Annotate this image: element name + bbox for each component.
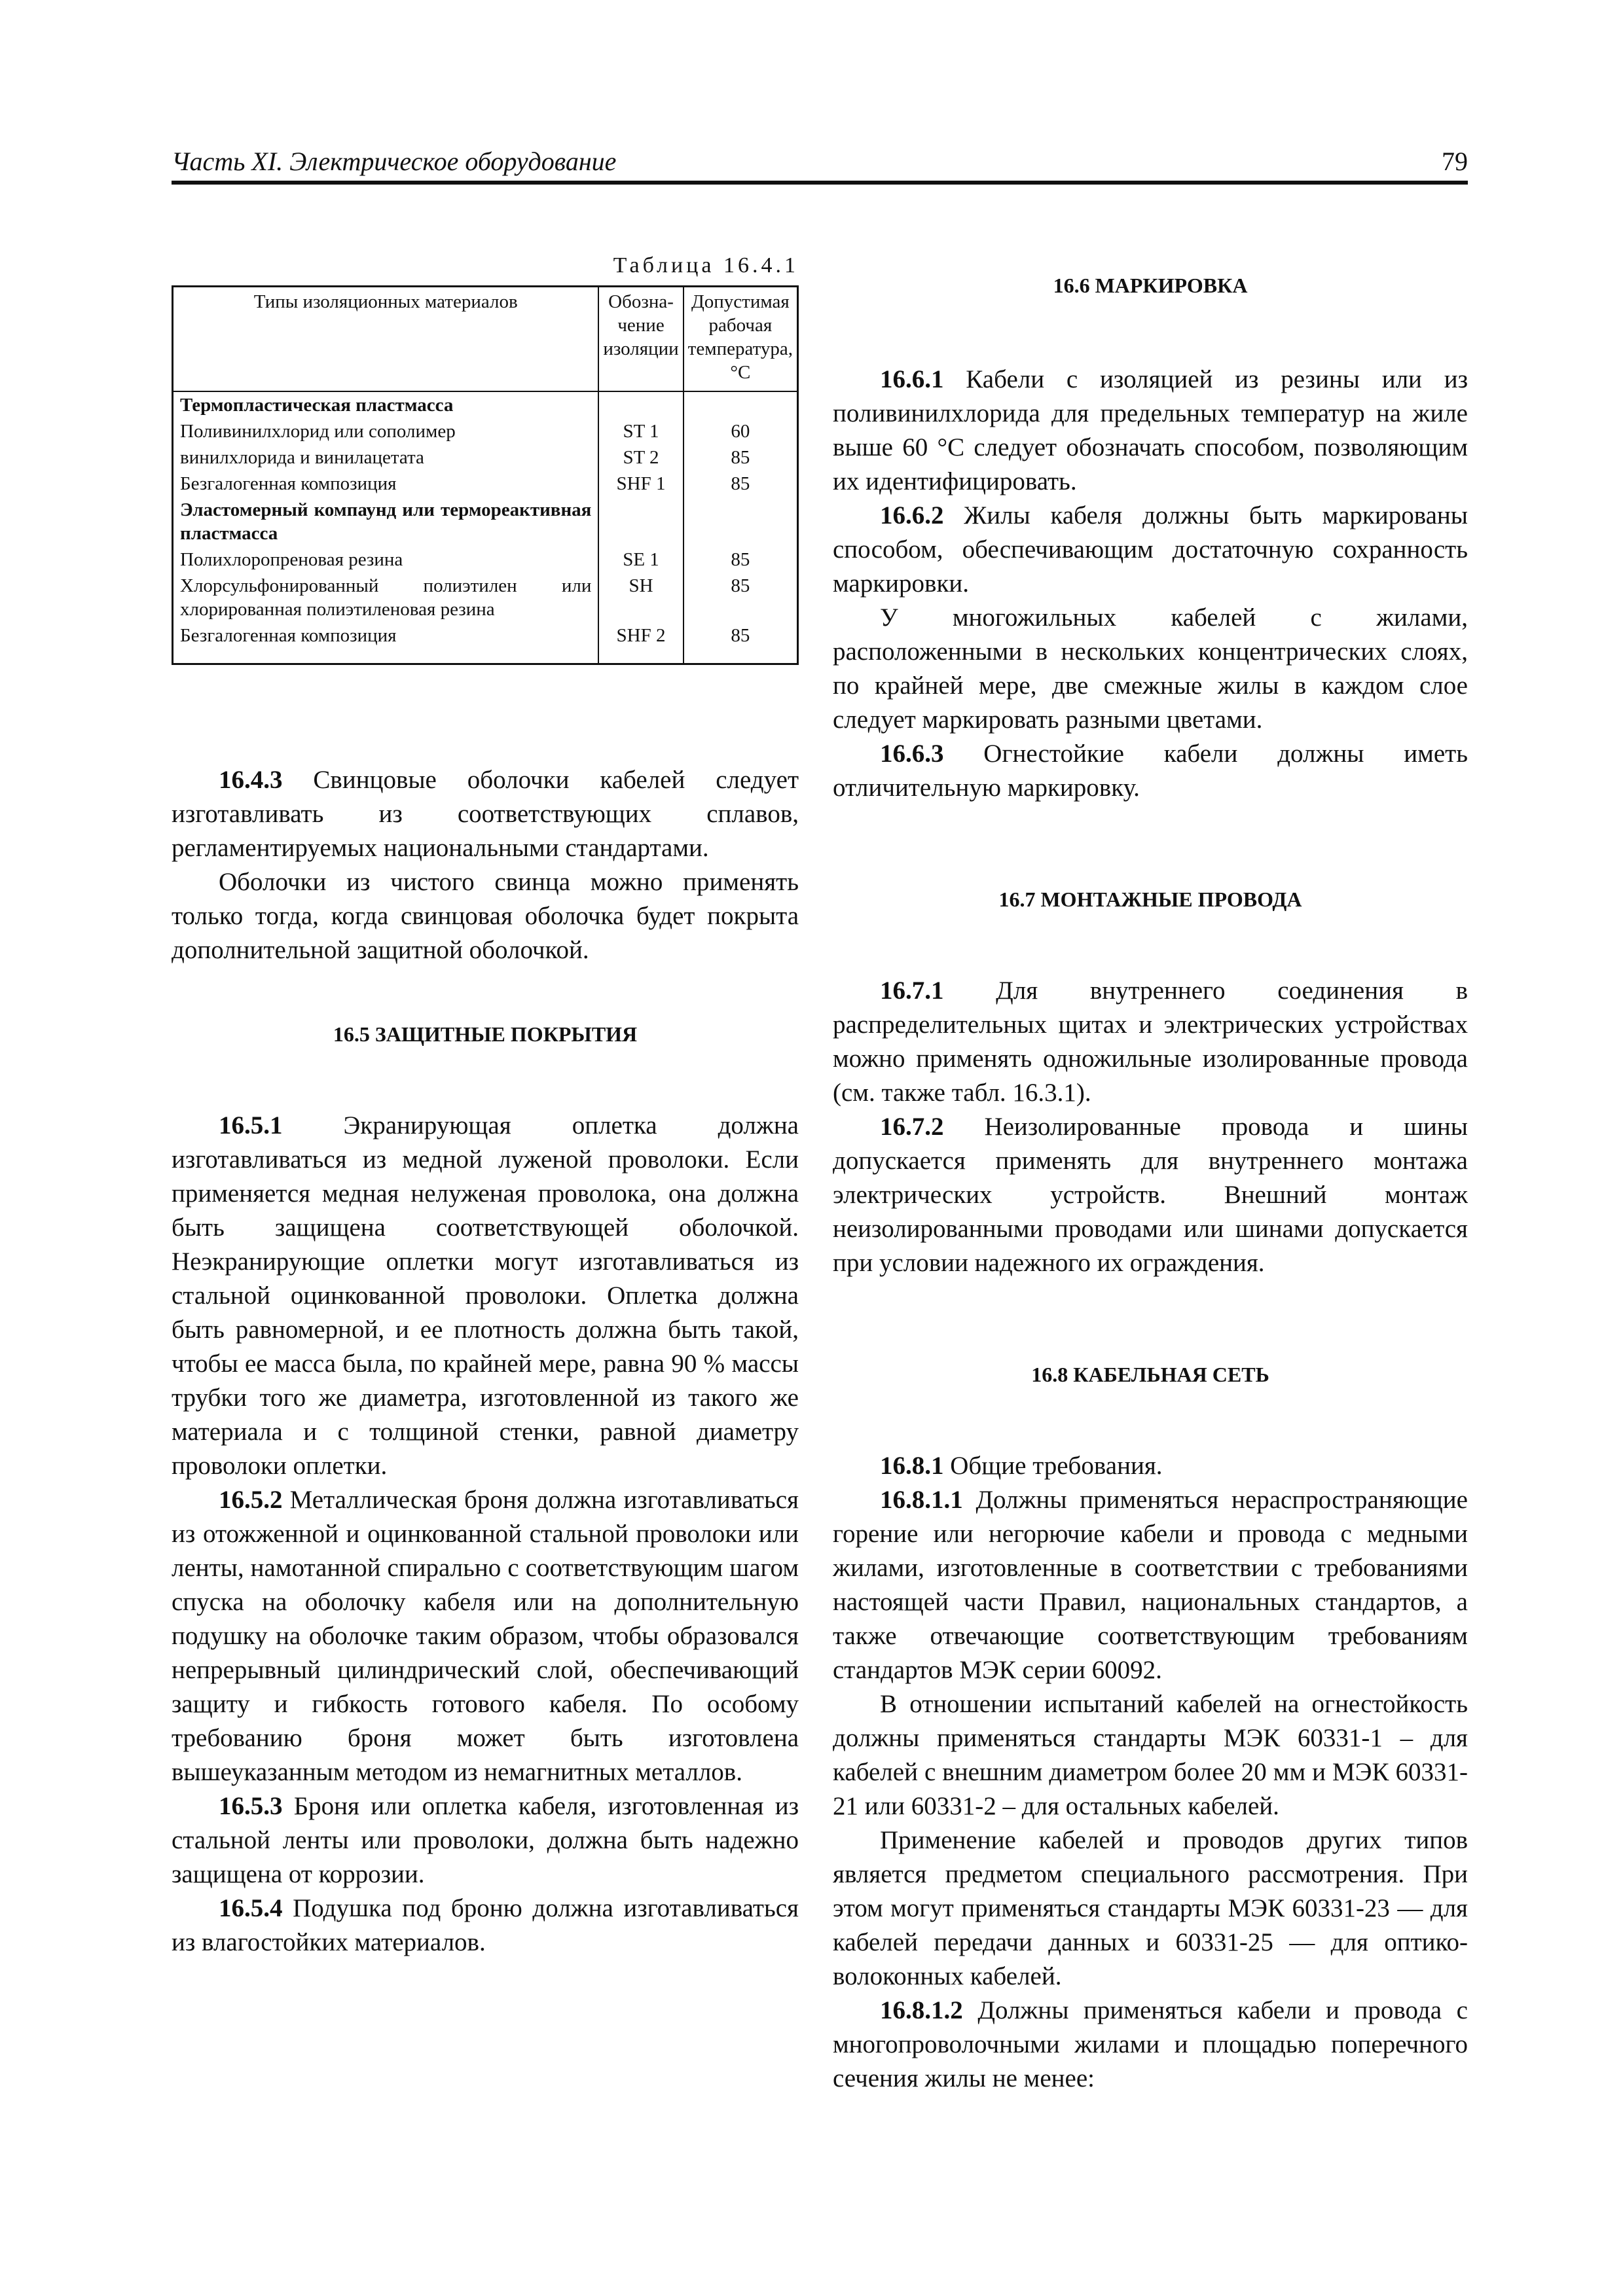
page-number: 79 — [1442, 147, 1468, 176]
table-row — [173, 622, 798, 664]
clause-number: 16.6.3 — [880, 740, 944, 768]
clause-text: Жилы кабеля должны быть маркированы способом, обеспечивающим достаточную сохранность маркировки. — [833, 501, 1468, 598]
clause-text: Общие требования. — [943, 1452, 1163, 1480]
max-temperature — [684, 391, 798, 418]
insulation-code: ST 1 — [598, 418, 683, 444]
table-header-temp: Допустимая рабочая температура, °С — [684, 287, 798, 392]
clause-text: Броня или оплетка кабеля, изготовленная из стальной ленты или проволоки, должна быть надежно защищена от коррозии. — [172, 1792, 799, 1888]
material-name: винилхлорида и винилацетата — [173, 444, 599, 471]
clause-text: Кабели с изоляцией из резины или из поливинилхлорида для предельных температур на жиле выше 60 °С следует обозначать способом, позволяющим их идентифицировать. — [833, 365, 1468, 495]
clause-text: Экранирующая оплетка должна изготавливаться из медной луженой проволоки. Если применяется медная нелуженая проволока, она должна быть защищена соответствующей оболочкой. Неэкранирующие оплетки могут изготавливаться из стальной оцинкованной проволоки. Оплетка должна быть равномерной, и ее плотность должна быть такой, чтобы ее масса была, по крайней мере, равна 90 % массы трубки того же диаметра, изготовленной из такого же материала и с толщиной стенки, равной диаметру проволоки оплетки. — [172, 1111, 799, 1480]
paragraph-16-5-4 — [172, 1892, 799, 1960]
paragraph-16-7-2 — [833, 1110, 1468, 1280]
insulation-code: SH — [598, 573, 683, 622]
insulation-code: SHF 1 — [598, 471, 683, 497]
max-temperature: 85 — [684, 547, 798, 573]
max-temperature: 85 — [684, 622, 798, 664]
clause-number: 16.5.4 — [219, 1894, 283, 1922]
material-name: Термопластическая пластмасса — [173, 391, 599, 418]
section-heading-16-6: 16.6 МАРКИРОВКА — [1053, 274, 1248, 297]
clause-number: 16.5.2 — [219, 1486, 283, 1514]
table-row — [173, 471, 798, 497]
paragraph-16-8-1-1 — [833, 1483, 1468, 1687]
table-row — [173, 391, 798, 418]
clause-number: 16.6.1 — [880, 365, 944, 393]
table-header-code: Обозна- чение изоляции — [598, 287, 683, 392]
paragraph: У многожильных кабелей с жилами, расположенными в нескольких концентрических слоях, по крайней мере, две смежные жилы в каждом слое следует маркировать разными цветами. — [833, 603, 1468, 734]
clause-number: 16.8.1 — [880, 1452, 944, 1480]
paragraph-16-8-1 — [833, 1449, 1468, 1483]
section-heading-16-7: 16.7 МОНТАЖНЫЕ ПРОВОДА — [998, 888, 1302, 911]
paragraph-16-5-1 — [172, 1109, 799, 1483]
paragraph: В отношении испытаний кабелей на огнестойкость должны применяться стандарты МЭК 60331-1 – для кабелей с внешним диаметром более 20 мм и МЭК 60331-21 или 60331-2 – для остальных кабелей. — [833, 1690, 1468, 1820]
clause-number: 16.7.1 — [880, 977, 944, 1005]
insulation-code: ST 2 — [598, 444, 683, 471]
clause-number: 16.6.2 — [880, 501, 944, 529]
material-name: Хлорсульфонированный полиэтилен или хлорированная полиэтиленовая резина — [173, 573, 599, 622]
table-header-types: Типы изоляционных материалов — [173, 287, 599, 392]
table-row — [173, 547, 798, 573]
max-temperature: 85 — [684, 471, 798, 497]
material-name: Безгалогенная композиция — [173, 471, 599, 497]
max-temperature: 85 — [684, 573, 798, 622]
clause-number: 16.8.1.2 — [880, 1996, 963, 2024]
clause-number: 16.7.2 — [880, 1113, 944, 1141]
paragraph-16-5-3 — [172, 1789, 799, 1892]
section-heading-16-8: 16.8 КАБЕЛЬНАЯ СЕТЬ — [1031, 1363, 1269, 1386]
table-row — [173, 497, 798, 547]
paragraph-16-4-3 — [172, 763, 799, 865]
insulation-code: SHF 2 — [598, 622, 683, 664]
clause-text: Для внутреннего соединения в распределительных щитах и электрических устройствах можно применять одножильные изолированные провода (см. также табл. 16.3.1). — [833, 977, 1468, 1107]
paragraph-16-6-3 — [833, 737, 1468, 805]
clause-text: Подушка под броню должна изготавливаться из влагостойких материалов. — [172, 1894, 799, 1956]
section-heading-16-5: 16.5 ЗАЩИТНЫЕ ПОКРЫТИЯ — [333, 1022, 638, 1046]
max-temperature: 85 — [684, 444, 798, 471]
clause-text: Огнестойкие кабели должны иметь отличительную маркировку. — [833, 740, 1468, 802]
clause-number: 16.8.1.1 — [880, 1486, 963, 1514]
insulation-code — [598, 497, 683, 547]
material-name: Безгалогенная композиция — [173, 622, 599, 664]
paragraph: Оболочки из чистого свинца можно применять только тогда, когда свинцовая оболочка будет покрыта дополнительной защитной оболочкой. — [172, 868, 799, 964]
clause-number: 16.4.3 — [219, 766, 283, 794]
paragraph-16-6-1 — [833, 363, 1468, 499]
header-title: Часть XI. Электрическое оборудование — [172, 147, 617, 176]
paragraph-16-6-2 — [833, 499, 1468, 601]
insulation-code: SE 1 — [598, 547, 683, 573]
clause-text: Неизолированные провода и шины допускается применять для внутреннего монтажа электрических устройств. Внешний монтаж неизолированными проводами или шинами допускается при условии надежного их ограждения. — [833, 1113, 1468, 1277]
insulation-materials-table — [172, 285, 799, 665]
max-temperature — [684, 497, 798, 547]
material-name: Эластомерный компаунд или термореактивная пластмасса — [173, 497, 599, 547]
material-name: Поливинилхлорид или сополимер — [173, 418, 599, 444]
clause-text: Должны применяться нераспространяющие горение или негорючие кабели и провода с медными жилами, изготовленные в соответствии с требованиями настоящей части Правил, национальных стандартов, а также отвечающие соответствующим требованиям стандартов МЭК серии 60092. — [833, 1486, 1468, 1684]
paragraph-16-5-2 — [172, 1483, 799, 1789]
running-header — [172, 143, 1468, 185]
max-temperature: 60 — [684, 418, 798, 444]
paragraph-16-7-1 — [833, 974, 1468, 1110]
paragraph-16-8-1-2 — [833, 1994, 1468, 2096]
insulation-code — [598, 391, 683, 418]
table-row — [173, 573, 798, 622]
clause-text: Свинцовые оболочки кабелей следует изготавливать из соответствующих сплавов, регламентируемых национальными стандартами. — [172, 766, 799, 862]
material-name: Полихлоропреновая резина — [173, 547, 599, 573]
table-caption: Таблица 16.4.1 — [613, 253, 799, 278]
right-column — [833, 249, 1468, 2096]
left-column — [172, 249, 799, 1960]
table-row — [173, 444, 798, 471]
clause-text: Металлическая броня должна изготавливаться из отожженной и оцинкованной стальной проволоки или ленты, намотанной спирально с соответствующим шагом спуска на оболочку кабеля или на дополнительную подушку на оболочке таким образом, чтобы образовался непрерывный цилиндрический слой, обеспечивающий защиту и гибкость готового кабеля. По особому требованию броня может быть изготовлена вышеуказанным методом из немагнитных металлов. — [172, 1486, 799, 1786]
table-row — [173, 418, 798, 444]
clause-number: 16.5.3 — [219, 1792, 283, 1820]
clause-number: 16.5.1 — [219, 1111, 283, 1139]
clause-text: Должны применяться кабели и провода с многопроволочными жилами и площадью поперечного сечения жилы не менее: — [833, 1996, 1468, 2092]
paragraph: Применение кабелей и проводов других типов является предметом специального рассмотрения. При этом могут применяться стандарты МЭК 60331-23 — для кабелей передачи данных и 60331-25 — для оптико-волоконных кабелей. — [833, 1826, 1468, 1990]
